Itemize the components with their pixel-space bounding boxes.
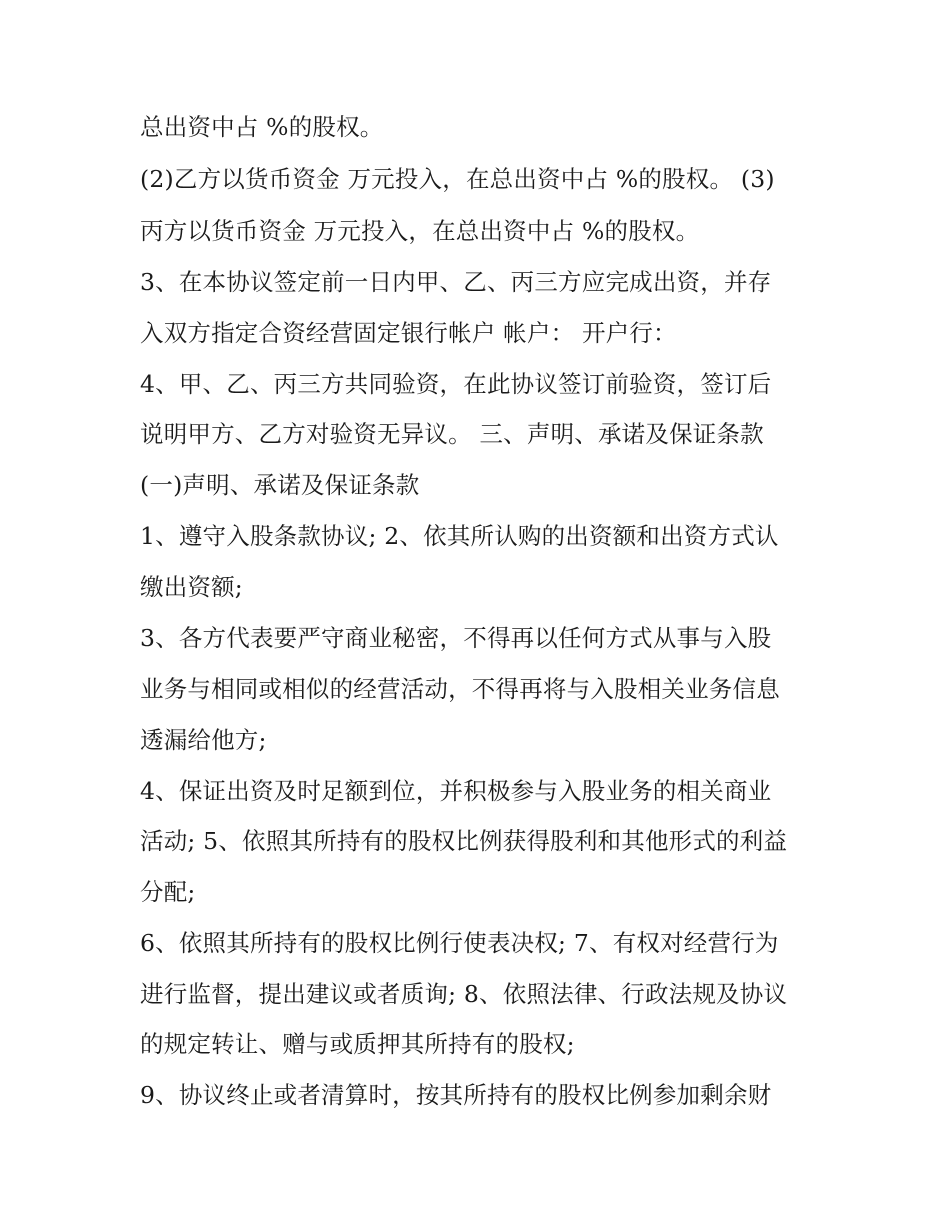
text-line: 活动; 5、依照其所持有的股权比例获得股利和其他形式的利益 [140,827,788,855]
text-line: 9、协议终止或者清算时，按其所持有的股权比例参加剩余财 [140,1081,772,1109]
text-line: 4、保证出资及时足额到位，并积极参与入股业务的相关商业 [140,777,772,805]
text-line: 4、甲、乙、丙三方共同验资，在此协议签订前验资，签订后 [140,370,772,398]
text-line: 的规定转让、赠与或质押其所持有的股权; [140,1030,575,1058]
text-line: 丙方以货币资金 万元投入，在总出资中占 %的股权。 [140,217,700,245]
text-line: 1、遵守入股条款协议; 2、依其所认购的出资额和出资方式认 [140,522,779,550]
text-line: 分配; [140,878,196,906]
text-line: 总出资中占 %的股权。 [140,113,384,141]
text-line: 3、各方代表要严守商业秘密，不得再以任何方式从事与入股 [140,624,772,652]
text-line: 6、依照其所持有的股权比例行使表决权; 7、有权对经营行为 [140,929,779,957]
text-line: 3、在本协议签定前一日内甲、乙、丙三方应完成出资，并存 [140,268,772,296]
text-line: 进行监督，提出建议或者质询; 8、依照法律、行政法规及协议 [140,980,788,1008]
text-line: 入双方指定合资经营固定银行帐户 帐户： 开户行： [140,319,677,347]
text-line: (2)乙方以货币资金 万元投入，在总出资中占 %的股权。 (3) [140,165,775,193]
text-line: 说明甲方、乙方对验资无异议。 三、声明、承诺及保证条款 [140,420,764,448]
text-line: (一)声明、承诺及保证条款 [140,471,420,499]
text-line: 业务与相同或相似的经营活动，不得再将与入股相关业务信息 [140,675,780,703]
text-line: 透漏给他方; [140,726,267,754]
text-line: 缴出资额; [140,573,243,601]
